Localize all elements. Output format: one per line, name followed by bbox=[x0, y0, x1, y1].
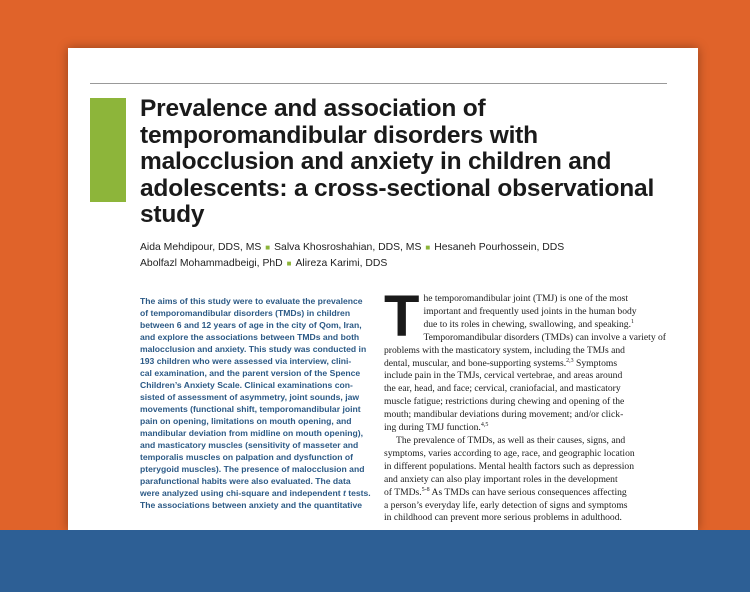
article-title: Prevalence and association of temporomandibular disorders with malocclusion and anxiety in children and adolescents: a cross-sectional observational study bbox=[140, 95, 655, 228]
drop-cap: T bbox=[384, 284, 420, 349]
author-name: Aida Mehdipour, DDS, MS bbox=[140, 242, 262, 253]
body-paragraph-2 bbox=[384, 435, 670, 525]
author-list bbox=[140, 240, 680, 272]
author-separator: ■ bbox=[286, 259, 292, 268]
bottom-band bbox=[0, 530, 750, 592]
citation-superscript: 2,3 bbox=[566, 357, 574, 364]
abstract-text: The aims of this study were to evaluate the prevalence of temporomandibular disorders (TMDs) in children between 6 and 12 years of age in the city of Qom, Iran, and explore the associations between TMDs and both malocclusion and anxiety. This study was conducted in 193 children who were assessed via interview, clini- cal examination, and the parent version of the Spence Children’s Anxiety Scale. Clinical examinations con- sisted of assessment of asymmetry, joint sounds, jaw movements (functional shift, temporomandibular joint pain on opening, limitations on mouth opening, and mandibular deviation from midline on mouth opening), and masticatory muscles (sensitivity of masseter and temporalis muscles on palpation and dysfunction of pterygoid muscles). The presence of malocclusion and parafunctional habits were also evaluated. The data were analyzed using chi-square and independent bbox=[140, 296, 367, 498]
body-text-segment: The prevalence of TMDs, as well as their causes, signs, and symptoms, varies according to age, race, and geographic location in different populations. Mental health factors such as depression and anxiety can also play important roles in the development of TMDs. bbox=[384, 434, 635, 498]
header-rule bbox=[90, 83, 667, 84]
author-name: Alireza Karimi, DDS bbox=[295, 258, 388, 269]
citation-superscript: 4,5 bbox=[480, 421, 489, 428]
journal-page bbox=[68, 48, 698, 530]
body-text-segment: Temporomandibular disorders (TMDs) can involve a variety of problems with the masticatory system, including the TMJs and dental, muscular, and bone-supporting systems. bbox=[384, 331, 667, 369]
author-separator: ■ bbox=[425, 243, 431, 252]
body-column bbox=[384, 284, 670, 525]
body-text-segment: As TMDs can have serious consequences affecting a person’s everyday life, early detection of signs and symptoms in childhood can prevent more serious problems in adulthood. bbox=[384, 486, 628, 524]
body-text-segment: he temporomandibular joint (TMJ) is one of the most important and frequently used joints in the human body due to its roles in chewing, swallowing, and speaking. bbox=[423, 293, 637, 330]
citation-superscript: 1 bbox=[631, 318, 635, 325]
author-name: Abolfazl Mohammadbeigi, PhD bbox=[140, 258, 283, 269]
citation-superscript: 5-8 bbox=[421, 486, 430, 493]
author-name: Hesaneh Pourhossein, DDS bbox=[434, 242, 565, 253]
title-accent-bar bbox=[90, 98, 126, 202]
author-name: Salva Khosroshahian, DDS, MS bbox=[274, 242, 422, 253]
body-text-segment: Symptoms include pain in the TMJs, cervical vertebrae, and areas around the ear, head, and face; cervical, craniofacial, and masticatory muscle fatigue; restrictions during chewing and opening of the mouth; mandibular deviations during movement; and/or click- ing during TMJ function. bbox=[384, 357, 625, 434]
abstract-text-continued: tests. The associations between anxiety and the quantitative bbox=[140, 488, 371, 510]
body-paragraph-1 bbox=[384, 284, 670, 435]
abstract-italic-t: t bbox=[342, 488, 346, 498]
author-separator: ■ bbox=[265, 243, 271, 252]
abstract bbox=[140, 295, 376, 511]
